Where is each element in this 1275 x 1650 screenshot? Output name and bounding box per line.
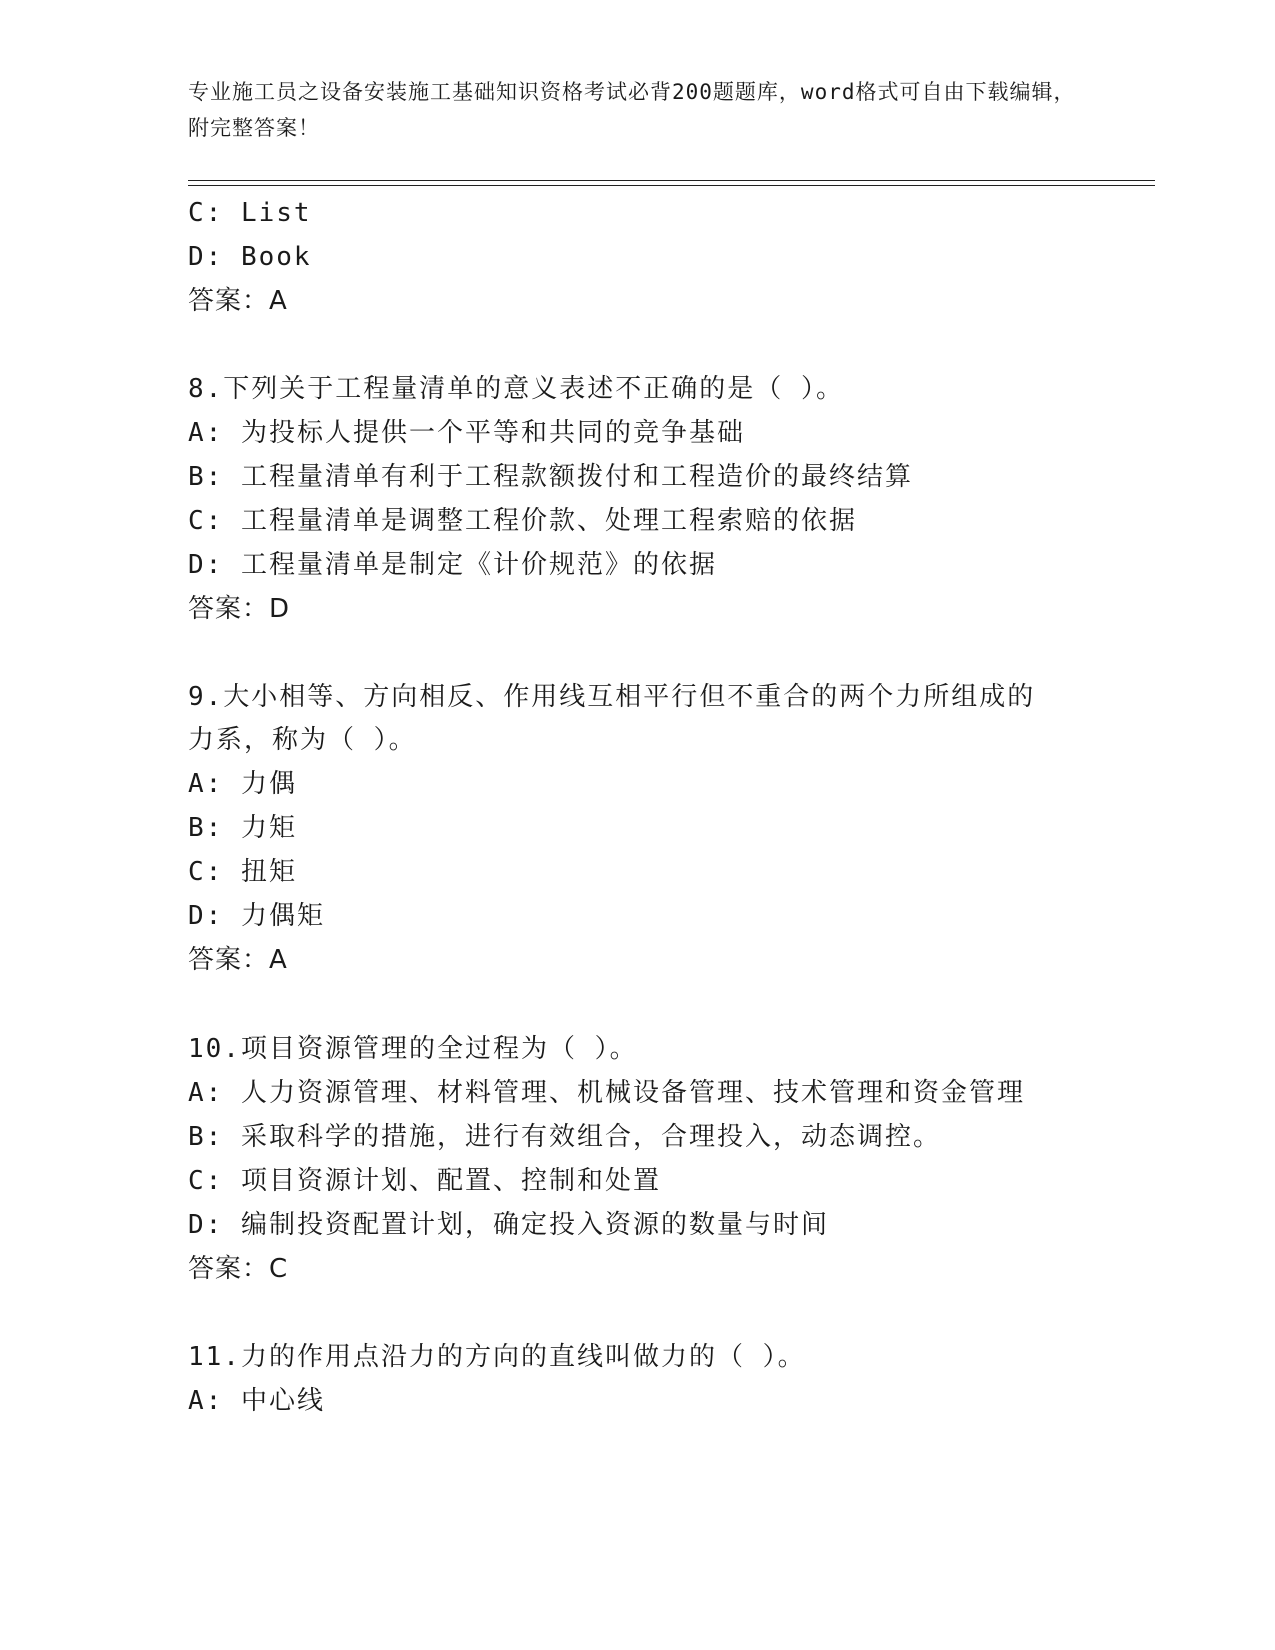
question-8-option-c: C: 工程量清单是调整工程价款、处理工程索赔的依据 xyxy=(188,506,857,536)
option-d-book: D: Book xyxy=(188,242,312,272)
question-10-option-c: C: 项目资源计划、配置、控制和处置 xyxy=(188,1166,661,1196)
question-11: 11.力的作用点沿力的方向的直线叫做力的（ ）。 xyxy=(188,1342,806,1372)
answer-8: 答案：D xyxy=(188,594,291,624)
header-divider-bottom xyxy=(188,185,1155,186)
answer-10: 答案：C xyxy=(188,1254,289,1284)
option-c-list: C: List xyxy=(188,198,312,228)
question-8: 8.下列关于工程量清单的意义表述不正确的是（ ）。 xyxy=(188,374,844,404)
question-9-option-b: B: 力矩 xyxy=(188,813,297,843)
question-10-option-d: D: 编制投资配置计划，确定投入资源的数量与时间 xyxy=(188,1210,829,1240)
question-10-option-a: A: 人力资源管理、材料管理、机械设备管理、技术管理和资金管理 xyxy=(188,1078,1025,1108)
question-9-option-d: D: 力偶矩 xyxy=(188,901,325,931)
question-9-line-2: 力系，称为（ ）。 xyxy=(188,725,417,755)
document-header: 专业施工员之设备安装施工基础知识资格考试必背200题题库，word格式可自由下载编辑，附完整答案！ xyxy=(188,80,1076,140)
header-divider-top xyxy=(188,180,1155,181)
question-9-option-a: A: 力偶 xyxy=(188,769,297,799)
question-10-option-b: B: 采取科学的措施，进行有效组合，合理投入，动态调控。 xyxy=(188,1122,941,1152)
question-8-option-b: B: 工程量清单有利于工程款额拨付和工程造价的最终结算 xyxy=(188,462,913,492)
question-9-line-1: 9.大小相等、方向相反、作用线互相平行但不重合的两个力所组成的 xyxy=(188,682,1036,712)
answer-9: 答案：A xyxy=(188,945,288,975)
question-8-option-a: A: 为投标人提供一个平等和共同的竞争基础 xyxy=(188,418,745,448)
question-8-option-d: D: 工程量清单是制定《计价规范》的依据 xyxy=(188,550,717,580)
question-9-option-c: C: 扭矩 xyxy=(188,857,297,887)
question-11-option-a: A: 中心线 xyxy=(188,1386,325,1416)
question-10: 10.项目资源管理的全过程为（ ）。 xyxy=(188,1034,638,1064)
answer-7: 答案：A xyxy=(188,286,288,316)
